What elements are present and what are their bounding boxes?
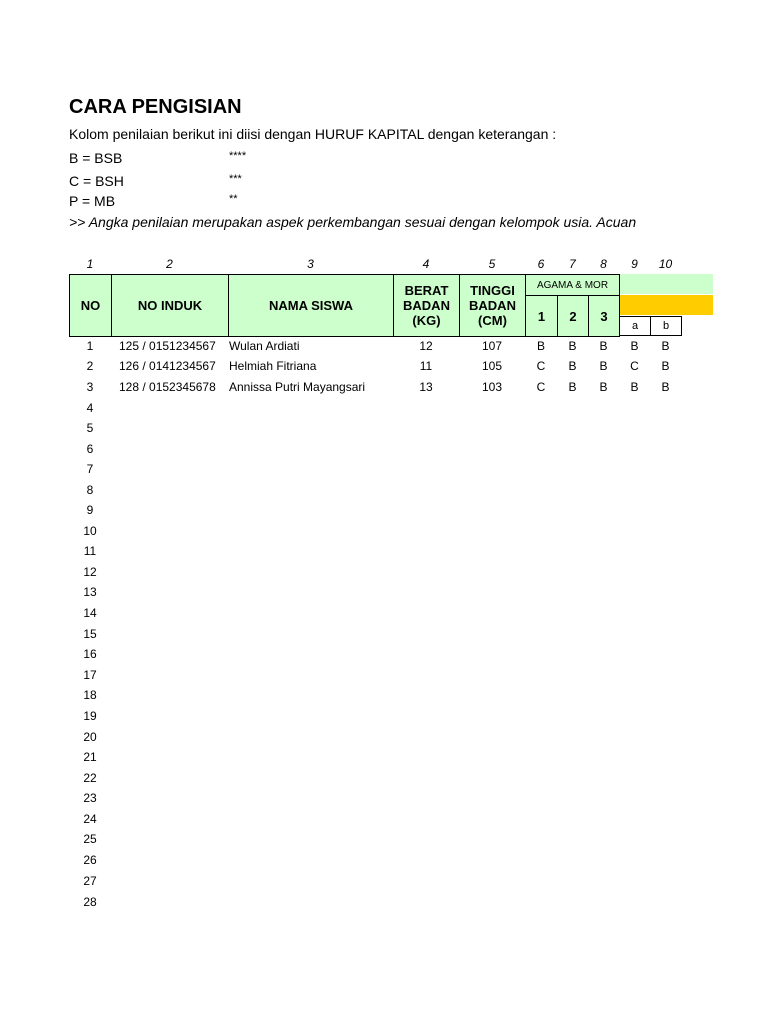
legend-stars: **	[229, 193, 238, 205]
cell-no: 2	[86, 359, 94, 373]
cell-no: 13	[83, 585, 97, 599]
cell-berat: 12	[419, 339, 433, 353]
column-number: 9	[631, 257, 638, 271]
cell-score-1: B	[536, 339, 545, 353]
column-number: 7	[569, 257, 576, 271]
cell-no: 9	[86, 503, 94, 517]
cell-no: 1	[86, 339, 94, 353]
cell-no: 15	[83, 627, 97, 641]
header-agama: AGAMA & MOR	[525, 274, 620, 296]
cell-no: 14	[83, 606, 97, 620]
cell-no: 20	[83, 730, 97, 744]
cell-no: 4	[86, 401, 94, 415]
cell-no: 22	[83, 771, 97, 785]
cell-score-2: B	[568, 380, 577, 394]
cell-no: 7	[86, 462, 94, 476]
cell-no: 16	[83, 647, 97, 661]
cell-score-1: C	[536, 380, 546, 394]
cell-no: 25	[83, 832, 97, 846]
cell-no: 12	[83, 565, 97, 579]
column-number: 6	[537, 257, 545, 271]
column-number: 5	[488, 257, 496, 271]
cell-score-b: B	[661, 339, 670, 353]
cell-score-b: B	[661, 380, 670, 394]
legend-stars: ***	[229, 173, 242, 185]
header-sub-a: a	[619, 316, 651, 336]
header-tinggi-badan: TINGGI BADAN (CM)	[459, 274, 526, 337]
cell-no: 18	[83, 688, 97, 702]
header-sub-3: 3	[588, 295, 620, 337]
cell-score-b: B	[661, 359, 670, 373]
cell-score-a: B	[630, 339, 639, 353]
cell-score-3: B	[599, 339, 608, 353]
cell-nama: Helmiah Fitriana	[229, 359, 317, 373]
cell-tinggi: 107	[481, 339, 503, 353]
legend-code: B = BSB	[69, 150, 123, 166]
cell-no: 8	[86, 483, 94, 497]
cell-no-induk: 125 / 0151234567	[119, 339, 216, 353]
cell-score-1: C	[536, 359, 546, 373]
header-green-extension	[620, 274, 713, 294]
page-title: CARA PENGISIAN	[69, 96, 242, 118]
legend-stars: ****	[229, 150, 247, 162]
cell-score-a: B	[630, 380, 639, 394]
cell-nama: Wulan Ardiati	[229, 339, 300, 353]
header-nama-siswa: NAMA SISWA	[228, 274, 394, 337]
cell-no: 6	[86, 442, 94, 456]
cell-no: 17	[83, 668, 97, 682]
column-number: 2	[166, 257, 173, 271]
header-no: NO	[69, 274, 112, 337]
cell-no: 19	[83, 709, 97, 723]
cell-no: 24	[83, 812, 97, 826]
cell-berat: 13	[419, 380, 433, 394]
cell-tinggi: 105	[481, 359, 503, 373]
column-number: 3	[307, 257, 314, 271]
cell-no-induk: 126 / 0141234567	[119, 359, 216, 373]
cell-no: 27	[83, 874, 97, 888]
note-text: >> Angka penilaian merupakan aspek perkembangan sesuai dengan kelompok usia. Acuan	[69, 214, 637, 230]
cell-berat: 11	[419, 359, 433, 373]
cell-no: 28	[83, 895, 97, 909]
cell-score-3: B	[599, 359, 608, 373]
header-sub-2: 2	[557, 295, 589, 337]
cell-no-induk: 128 / 0152345678	[119, 380, 216, 394]
cell-score-3: B	[599, 380, 608, 394]
cell-no: 11	[83, 544, 97, 558]
cell-no: 21	[83, 750, 97, 764]
cell-nama: Annissa Putri Mayangsari	[229, 380, 366, 394]
header-yellow-bar	[620, 295, 713, 315]
instruction-text: Kolom penilaian berikut ini diisi dengan HURUF KAPITAL dengan keterangan :	[69, 126, 557, 142]
column-number: 4	[422, 257, 430, 271]
legend-code: P = MB	[69, 193, 116, 209]
header-sub-b: b	[650, 316, 682, 336]
legend-code: C = BSH	[69, 173, 124, 189]
cell-no: 3	[86, 380, 94, 394]
cell-score-2: B	[568, 339, 577, 353]
cell-score-a: C	[630, 359, 639, 373]
cell-no: 10	[83, 524, 97, 538]
header-no-induk: NO INDUK	[111, 274, 229, 337]
cell-score-2: B	[568, 359, 577, 373]
cell-no: 23	[83, 791, 97, 805]
column-number: 1	[86, 257, 94, 271]
column-number: 8	[600, 257, 607, 271]
cell-no: 5	[86, 421, 94, 435]
cell-tinggi: 103	[481, 380, 503, 394]
column-number: 10	[658, 257, 673, 271]
header-sub-1: 1	[525, 295, 558, 337]
header-berat-badan: BERAT BADAN (KG)	[393, 274, 460, 337]
cell-no: 26	[83, 853, 97, 867]
